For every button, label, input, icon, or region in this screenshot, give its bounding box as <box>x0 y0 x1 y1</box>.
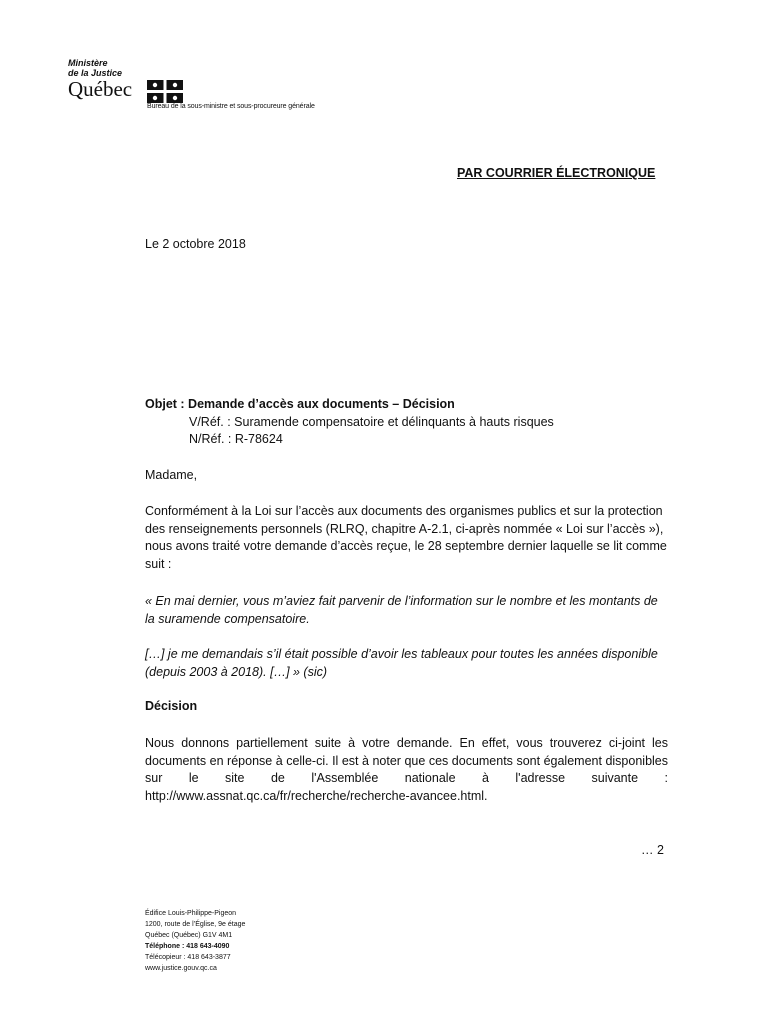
page-number: … 2 <box>641 843 664 857</box>
quebec-wordmark: Québec <box>68 77 133 101</box>
footer-city: Québec (Québec) G1V 4M1 <box>145 932 233 939</box>
request-quote-1: « En mai dernier, vous m’aviez fait parvenir de l’information sur le nombre et les montants de la suramende compensatoire. <box>145 594 658 626</box>
decision-heading: Décision <box>145 699 198 713</box>
delivery-method: PAR COURRIER ÉLECTRONIQUE <box>457 166 656 180</box>
quebec-flag-icon <box>147 80 183 103</box>
bureau-name: Bureau de la sous-ministre et sous-procureure générale <box>147 103 315 110</box>
decision-paragraph-text: Nous donnons partiellement suite à votre demande. En effet, vous trouverez ci-joint les documents en réponse à celle-ci. Il est à noter que ces documents sont également disponibles sur le site de l'Assemblée nationale à l'adresse suivante : <box>145 736 668 785</box>
ministry-name-line1: Ministère <box>68 58 108 68</box>
assnat-url: http://www.assnat.qc.ca/fr/recherche/recherche-avancee.html. <box>145 788 488 803</box>
letter-date: Le 2 octobre 2018 <box>145 237 246 251</box>
decision-paragraph <box>145 735 668 805</box>
subject-line: Objet : Demande d’accès aux documents – Décision <box>145 397 455 411</box>
ministry-name-line2: de la Justice <box>68 68 123 78</box>
your-reference: V/Réf. : Suramende compensatoire et délinquants à hauts risques <box>189 415 554 429</box>
footer-fax: Télécopieur : 418 643-3877 <box>145 954 231 961</box>
footer-phone: Téléphone : 418 643-4090 <box>145 943 230 950</box>
footer-building: Édifice Louis-Philippe-Pigeon <box>145 910 237 917</box>
ministry-logo <box>68 58 368 110</box>
our-reference: N/Réf. : R-78624 <box>189 432 283 446</box>
footer-street: 1200, route de l’Église, 9e étage <box>145 921 246 928</box>
intro-paragraph: Conformément à la Loi sur l’accès aux documents des organismes publics et sur la protection des renseignements personnels (RLRQ, chapitre A-2.1, ci-après nommée « Loi sur l’accès »), nous avons traité votre demande d’accès reçue, le 28 septembre dernier laquelle se lit comme suit : <box>145 504 667 571</box>
footer-website: www.justice.gouv.qc.ca <box>145 965 217 972</box>
salutation: Madame, <box>145 468 198 482</box>
footer-address <box>145 908 245 974</box>
request-quote-2: […] je me demandais s’il était possible d’avoir les tableaux pour toutes les années disponible (depuis 2003 à 2018). […] » (sic) <box>145 647 658 679</box>
